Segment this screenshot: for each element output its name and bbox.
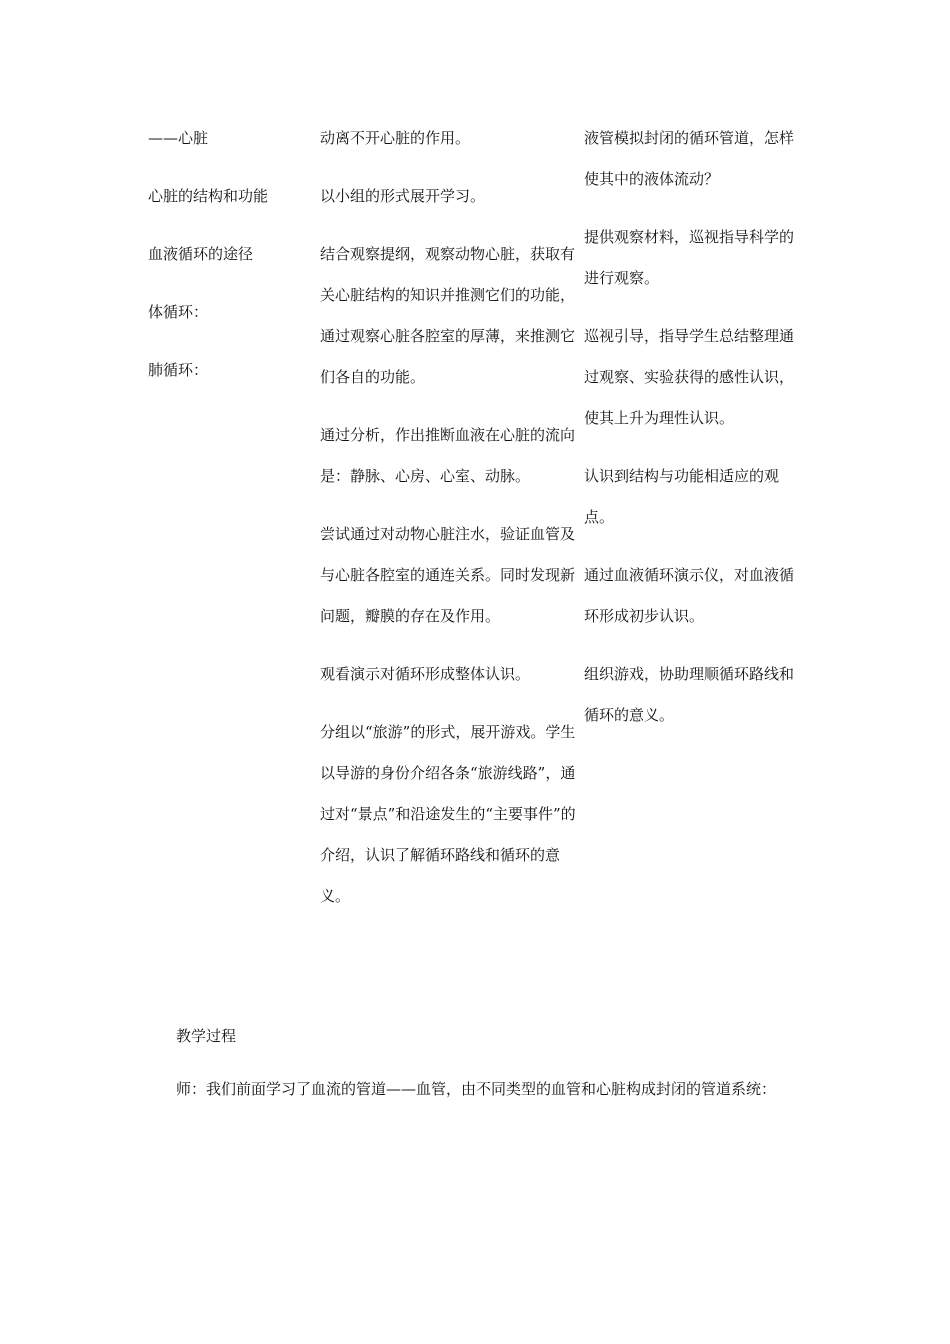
right-paragraph: 提供观察材料，巡视指导科学的进行观察。	[584, 228, 795, 287]
right-paragraph: 认识到结构与功能相适应的观点。	[584, 467, 780, 526]
middle-paragraph: 观看演示对循环形成整体认识。	[320, 665, 531, 683]
body-paragraph: 师：我们前面学习了血流的管道——血管，由不同类型的血管和心脏构成封闭的管道系统：	[176, 1080, 777, 1098]
right-paragraph: 通过血液循环演示仪，对血液循环形成初步认识。	[584, 566, 795, 625]
right-paragraph: 组织游戏，协助理顺循环路线和循环的意义。	[584, 665, 795, 724]
right-paragraph: 巡视引导，指导学生总结整理通过观察、实验获得的感性认识，使其上升为理性认识。	[584, 327, 795, 427]
middle-paragraph: 分组以“旅游”的形式，展开游戏。学生以导游的身份介绍各条“旅游线路”，通过对“景点”和沿途发生的“主要事件”的介绍，认识了解循环路线和循环的意义。	[320, 723, 576, 905]
left-item-circulation-route: 血液循环的途径	[148, 245, 254, 263]
left-item-pulmonary-circulation: 肺循环：	[148, 361, 209, 379]
middle-paragraph: 尝试通过对动物心脏注水，验证血管及与心脏各腔室的通连关系。同时发现新问题，瓣膜的存在及作用。	[320, 525, 576, 625]
middle-column	[320, 118, 578, 934]
section-title: 教学过程	[176, 1027, 237, 1045]
left-item-heart: ——心脏	[148, 129, 209, 147]
left-column	[148, 118, 308, 408]
middle-paragraph: 动离不开心脏的作用。	[320, 129, 471, 147]
middle-paragraph: 通过分析，作出推断血液在心脏的流向是：静脉、心房、心室、动脉。	[320, 426, 576, 485]
right-column	[584, 118, 806, 753]
middle-paragraph: 以小组的形式展开学习。	[320, 187, 486, 205]
left-item-systemic-circulation: 体循环：	[148, 303, 209, 321]
right-paragraph: 液管模拟封闭的循环管道，怎样使其中的液体流动？	[584, 129, 795, 188]
middle-paragraph: 结合观察提纲，观察动物心脏，获取有关心脏结构的知识并推测它们的功能，通过观察心脏各腔室的厚薄，来推测它们各自的功能。	[320, 245, 576, 386]
left-item-structure-function: 心脏的结构和功能	[148, 187, 269, 205]
